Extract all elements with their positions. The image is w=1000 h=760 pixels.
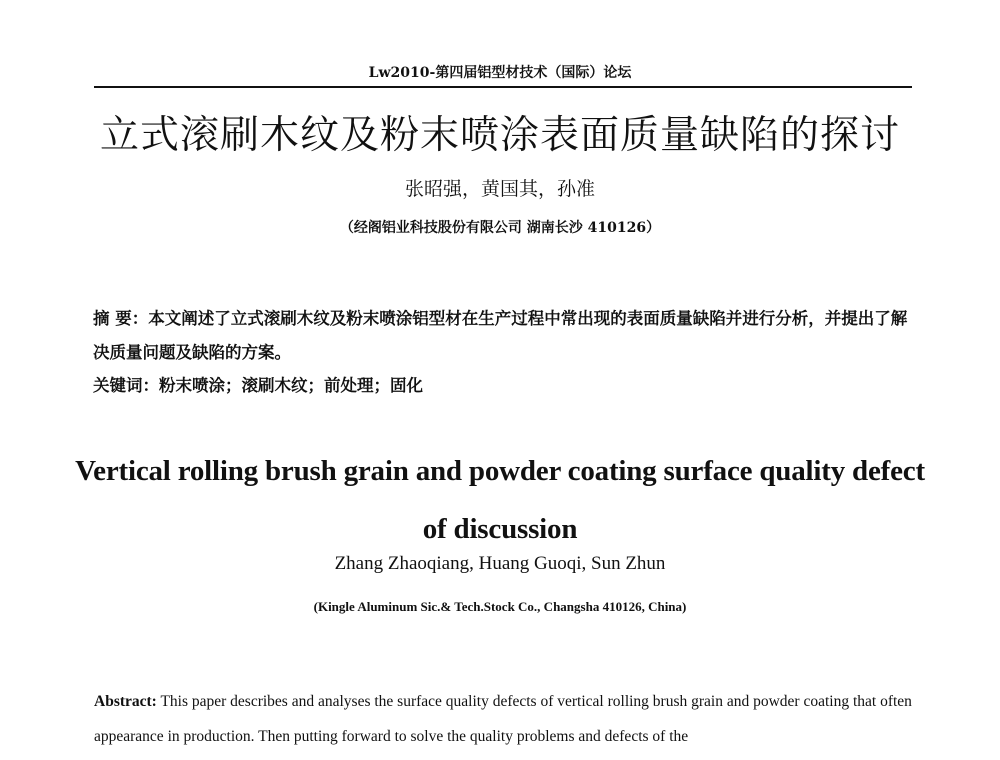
english-authors: Zhang Zhaoqiang, Huang Guoqi, Sun Zhun bbox=[334, 553, 666, 574]
running-header: Lw2010-第四届铝型材技术（国际）论坛 bbox=[368, 65, 632, 81]
chinese-authors: 张昭强，黄国其，孙准 bbox=[404, 178, 595, 200]
english-affiliation: (Kingle Aluminum Sic.& Tech.Stock Co., Changsha 410126, China) bbox=[313, 599, 687, 614]
chinese-keywords bbox=[93, 372, 913, 396]
chinese-abstract-text: 本文阐述了立式滚刷木纹及粉末喷涂铝型材在生产过程中常出现的表面质量缺陷并进行分析，并提出了解决质量问题及缺陷的方案。 bbox=[93, 309, 908, 362]
chinese-keywords-label: 关键词： bbox=[93, 376, 159, 395]
english-abstract bbox=[94, 684, 914, 754]
chinese-abstract-label: 摘 要： bbox=[93, 309, 149, 328]
header-rule bbox=[94, 86, 912, 88]
chinese-keywords-text: 粉末喷涂；滚刷木纹；前处理；固化 bbox=[159, 376, 423, 395]
english-title bbox=[60, 442, 940, 558]
chinese-abstract bbox=[93, 302, 913, 370]
chinese-affiliation: （经阁铝业科技股份有限公司 湖南长沙 410126） bbox=[339, 220, 661, 236]
english-title-line-1: Vertical rolling brush grain and powder coating surface quality defect bbox=[75, 455, 925, 487]
english-abstract-label: Abstract: bbox=[94, 693, 157, 710]
chinese-title: 立式滚刷木纹及粉末喷涂表面质量缺陷的探讨 bbox=[99, 113, 900, 158]
english-abstract-text: This paper describes and analyses the surface quality defects of vertical rolling brush grain and powder coating that often appearance in production. Then putting forward to solve the quality problems and defects of the bbox=[94, 693, 912, 745]
english-title-line-2: of discussion bbox=[422, 513, 578, 545]
